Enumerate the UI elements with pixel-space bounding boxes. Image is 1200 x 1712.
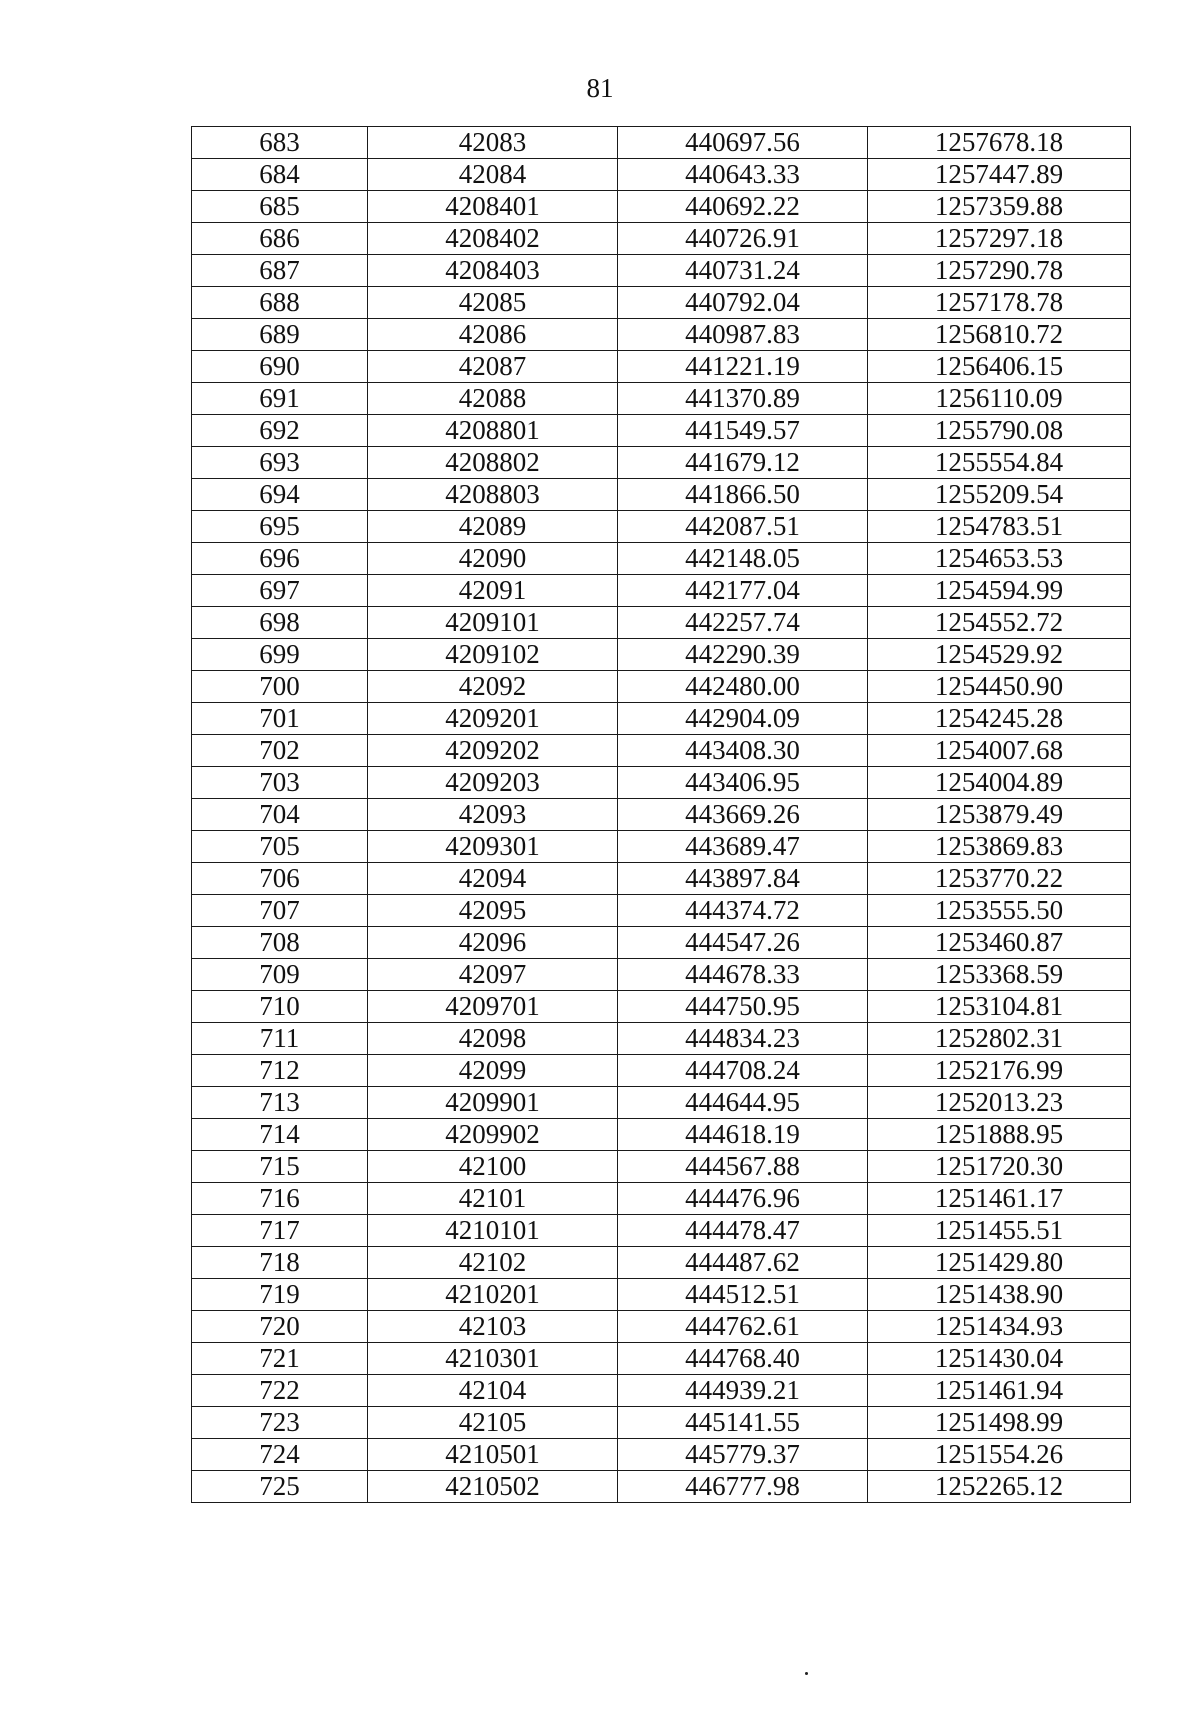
point-id-cell: 4209701 [368,991,618,1023]
row-number-cell: 683 [192,127,368,159]
point-id-cell: 4208403 [368,255,618,287]
row-number-cell: 705 [192,831,368,863]
row-number-cell: 717 [192,1215,368,1247]
table-row [192,543,1131,575]
point-id-cell: 42102 [368,1247,618,1279]
point-id-cell: 42101 [368,1183,618,1215]
row-number-cell: 693 [192,447,368,479]
table-row [192,959,1131,991]
y-coordinate-cell: 1255790.08 [868,415,1131,447]
point-id-cell: 42085 [368,287,618,319]
coordinate-table [191,126,1131,1503]
x-coordinate-cell: 442148.05 [618,543,868,575]
row-number-cell: 690 [192,351,368,383]
point-id-cell: 42086 [368,319,618,351]
table-row [192,1119,1131,1151]
point-id-cell: 4210501 [368,1439,618,1471]
y-coordinate-cell: 1253460.87 [868,927,1131,959]
y-coordinate-cell: 1254783.51 [868,511,1131,543]
row-number-cell: 687 [192,255,368,287]
y-coordinate-cell: 1257290.78 [868,255,1131,287]
coordinate-table-body [192,127,1131,1503]
table-row [192,607,1131,639]
x-coordinate-cell: 440726.91 [618,223,868,255]
point-id-cell: 42099 [368,1055,618,1087]
y-coordinate-cell: 1253104.81 [868,991,1131,1023]
row-number-cell: 723 [192,1407,368,1439]
table-row [192,1343,1131,1375]
table-row [192,127,1131,159]
row-number-cell: 708 [192,927,368,959]
x-coordinate-cell: 443897.84 [618,863,868,895]
point-id-cell: 4208402 [368,223,618,255]
x-coordinate-cell: 442087.51 [618,511,868,543]
y-coordinate-cell: 1255209.54 [868,479,1131,511]
table-row [192,703,1131,735]
table-row [192,1151,1131,1183]
point-id-cell: 4209102 [368,639,618,671]
row-number-cell: 684 [192,159,368,191]
x-coordinate-cell: 444567.88 [618,1151,868,1183]
x-coordinate-cell: 442480.00 [618,671,868,703]
x-coordinate-cell: 444834.23 [618,1023,868,1055]
point-id-cell: 4209203 [368,767,618,799]
x-coordinate-cell: 444487.62 [618,1247,868,1279]
y-coordinate-cell: 1253879.49 [868,799,1131,831]
row-number-cell: 707 [192,895,368,927]
point-id-cell: 42100 [368,1151,618,1183]
x-coordinate-cell: 444512.51 [618,1279,868,1311]
x-coordinate-cell: 444678.33 [618,959,868,991]
table-row [192,319,1131,351]
row-number-cell: 721 [192,1343,368,1375]
x-coordinate-cell: 444478.47 [618,1215,868,1247]
x-coordinate-cell: 440692.22 [618,191,868,223]
y-coordinate-cell: 1251498.99 [868,1407,1131,1439]
row-number-cell: 692 [192,415,368,447]
y-coordinate-cell: 1254007.68 [868,735,1131,767]
x-coordinate-cell: 444374.72 [618,895,868,927]
point-id-cell: 4208803 [368,479,618,511]
table-row [192,1023,1131,1055]
y-coordinate-cell: 1254653.53 [868,543,1131,575]
y-coordinate-cell: 1251434.93 [868,1311,1131,1343]
point-id-cell: 4209101 [368,607,618,639]
y-coordinate-cell: 1254450.90 [868,671,1131,703]
table-row [192,287,1131,319]
point-id-cell: 42083 [368,127,618,159]
point-id-cell: 4210301 [368,1343,618,1375]
x-coordinate-cell: 440987.83 [618,319,868,351]
table-row [192,479,1131,511]
x-coordinate-cell: 441221.19 [618,351,868,383]
x-coordinate-cell: 443408.30 [618,735,868,767]
x-coordinate-cell: 442177.04 [618,575,868,607]
x-coordinate-cell: 442290.39 [618,639,868,671]
point-id-cell: 4210201 [368,1279,618,1311]
point-id-cell: 42104 [368,1375,618,1407]
row-number-cell: 716 [192,1183,368,1215]
y-coordinate-cell: 1251554.26 [868,1439,1131,1471]
table-row [192,1439,1131,1471]
row-number-cell: 691 [192,383,368,415]
table-row [192,575,1131,607]
row-number-cell: 698 [192,607,368,639]
row-number-cell: 695 [192,511,368,543]
table-row [192,799,1131,831]
x-coordinate-cell: 442904.09 [618,703,868,735]
x-coordinate-cell: 444476.96 [618,1183,868,1215]
y-coordinate-cell: 1254594.99 [868,575,1131,607]
x-coordinate-cell: 440643.33 [618,159,868,191]
x-coordinate-cell: 445141.55 [618,1407,868,1439]
table-row [192,511,1131,543]
x-coordinate-cell: 443689.47 [618,831,868,863]
row-number-cell: 694 [192,479,368,511]
y-coordinate-cell: 1254552.72 [868,607,1131,639]
stray-ink-mark [805,1672,808,1675]
point-id-cell: 42095 [368,895,618,927]
row-number-cell: 711 [192,1023,368,1055]
table-row [192,383,1131,415]
row-number-cell: 706 [192,863,368,895]
y-coordinate-cell: 1252176.99 [868,1055,1131,1087]
x-coordinate-cell: 441866.50 [618,479,868,511]
x-coordinate-cell: 444762.61 [618,1311,868,1343]
table-row [192,191,1131,223]
row-number-cell: 703 [192,767,368,799]
row-number-cell: 715 [192,1151,368,1183]
row-number-cell: 686 [192,223,368,255]
x-coordinate-cell: 444708.24 [618,1055,868,1087]
row-number-cell: 713 [192,1087,368,1119]
point-id-cell: 42096 [368,927,618,959]
point-id-cell: 42105 [368,1407,618,1439]
row-number-cell: 724 [192,1439,368,1471]
x-coordinate-cell: 440697.56 [618,127,868,159]
y-coordinate-cell: 1256110.09 [868,383,1131,415]
y-coordinate-cell: 1257297.18 [868,223,1131,255]
table-row [192,1311,1131,1343]
table-row [192,895,1131,927]
table-row [192,1471,1131,1503]
point-id-cell: 4208802 [368,447,618,479]
table-row [192,671,1131,703]
point-id-cell: 42091 [368,575,618,607]
table-row [192,255,1131,287]
table-row [192,447,1131,479]
point-id-cell: 42084 [368,159,618,191]
table-row [192,639,1131,671]
row-number-cell: 722 [192,1375,368,1407]
table-row [192,831,1131,863]
y-coordinate-cell: 1254529.92 [868,639,1131,671]
row-number-cell: 719 [192,1279,368,1311]
point-id-cell: 4210101 [368,1215,618,1247]
table-row [192,991,1131,1023]
table-row [192,351,1131,383]
row-number-cell: 699 [192,639,368,671]
x-coordinate-cell: 440792.04 [618,287,868,319]
row-number-cell: 704 [192,799,368,831]
x-coordinate-cell: 444618.19 [618,1119,868,1151]
y-coordinate-cell: 1253770.22 [868,863,1131,895]
y-coordinate-cell: 1254245.28 [868,703,1131,735]
x-coordinate-cell: 445779.37 [618,1439,868,1471]
point-id-cell: 4209301 [368,831,618,863]
table-row [192,159,1131,191]
row-number-cell: 685 [192,191,368,223]
y-coordinate-cell: 1251438.90 [868,1279,1131,1311]
x-coordinate-cell: 444939.21 [618,1375,868,1407]
table-row [192,1183,1131,1215]
table-row [192,1407,1131,1439]
point-id-cell: 42088 [368,383,618,415]
row-number-cell: 720 [192,1311,368,1343]
row-number-cell: 689 [192,319,368,351]
y-coordinate-cell: 1251461.17 [868,1183,1131,1215]
point-id-cell: 4210502 [368,1471,618,1503]
y-coordinate-cell: 1257359.88 [868,191,1131,223]
y-coordinate-cell: 1251720.30 [868,1151,1131,1183]
row-number-cell: 710 [192,991,368,1023]
table-row [192,767,1131,799]
row-number-cell: 714 [192,1119,368,1151]
x-coordinate-cell: 444644.95 [618,1087,868,1119]
y-coordinate-cell: 1254004.89 [868,767,1131,799]
y-coordinate-cell: 1253368.59 [868,959,1131,991]
y-coordinate-cell: 1251455.51 [868,1215,1131,1247]
x-coordinate-cell: 442257.74 [618,607,868,639]
table-row [192,415,1131,447]
x-coordinate-cell: 443406.95 [618,767,868,799]
y-coordinate-cell: 1256406.15 [868,351,1131,383]
x-coordinate-cell: 444750.95 [618,991,868,1023]
table-row [192,1215,1131,1247]
row-number-cell: 700 [192,671,368,703]
row-number-cell: 702 [192,735,368,767]
point-id-cell: 42093 [368,799,618,831]
x-coordinate-cell: 441370.89 [618,383,868,415]
point-id-cell: 42087 [368,351,618,383]
y-coordinate-cell: 1251461.94 [868,1375,1131,1407]
table-row [192,223,1131,255]
row-number-cell: 709 [192,959,368,991]
point-id-cell: 42097 [368,959,618,991]
table-row [192,863,1131,895]
row-number-cell: 697 [192,575,368,607]
table-row [192,1375,1131,1407]
y-coordinate-cell: 1257178.78 [868,287,1131,319]
point-id-cell: 42089 [368,511,618,543]
table-row [192,1247,1131,1279]
x-coordinate-cell: 443669.26 [618,799,868,831]
point-id-cell: 4208401 [368,191,618,223]
x-coordinate-cell: 444768.40 [618,1343,868,1375]
point-id-cell: 4209202 [368,735,618,767]
point-id-cell: 4209201 [368,703,618,735]
row-number-cell: 701 [192,703,368,735]
y-coordinate-cell: 1251888.95 [868,1119,1131,1151]
x-coordinate-cell: 440731.24 [618,255,868,287]
row-number-cell: 718 [192,1247,368,1279]
table-row [192,1087,1131,1119]
point-id-cell: 42090 [368,543,618,575]
x-coordinate-cell: 444547.26 [618,927,868,959]
point-id-cell: 42103 [368,1311,618,1343]
x-coordinate-cell: 441679.12 [618,447,868,479]
y-coordinate-cell: 1256810.72 [868,319,1131,351]
y-coordinate-cell: 1252013.23 [868,1087,1131,1119]
row-number-cell: 688 [192,287,368,319]
row-number-cell: 725 [192,1471,368,1503]
y-coordinate-cell: 1257678.18 [868,127,1131,159]
point-id-cell: 42098 [368,1023,618,1055]
point-id-cell: 4208801 [368,415,618,447]
table-row [192,1279,1131,1311]
y-coordinate-cell: 1257447.89 [868,159,1131,191]
y-coordinate-cell: 1251429.80 [868,1247,1131,1279]
point-id-cell: 4209901 [368,1087,618,1119]
y-coordinate-cell: 1255554.84 [868,447,1131,479]
y-coordinate-cell: 1251430.04 [868,1343,1131,1375]
table-row [192,1055,1131,1087]
page-number: 81 [586,73,614,103]
table-row [192,735,1131,767]
x-coordinate-cell: 441549.57 [618,415,868,447]
table-row [192,927,1131,959]
y-coordinate-cell: 1253869.83 [868,831,1131,863]
y-coordinate-cell: 1253555.50 [868,895,1131,927]
point-id-cell: 4209902 [368,1119,618,1151]
point-id-cell: 42092 [368,671,618,703]
y-coordinate-cell: 1252265.12 [868,1471,1131,1503]
row-number-cell: 696 [192,543,368,575]
row-number-cell: 712 [192,1055,368,1087]
y-coordinate-cell: 1252802.31 [868,1023,1131,1055]
x-coordinate-cell: 446777.98 [618,1471,868,1503]
point-id-cell: 42094 [368,863,618,895]
